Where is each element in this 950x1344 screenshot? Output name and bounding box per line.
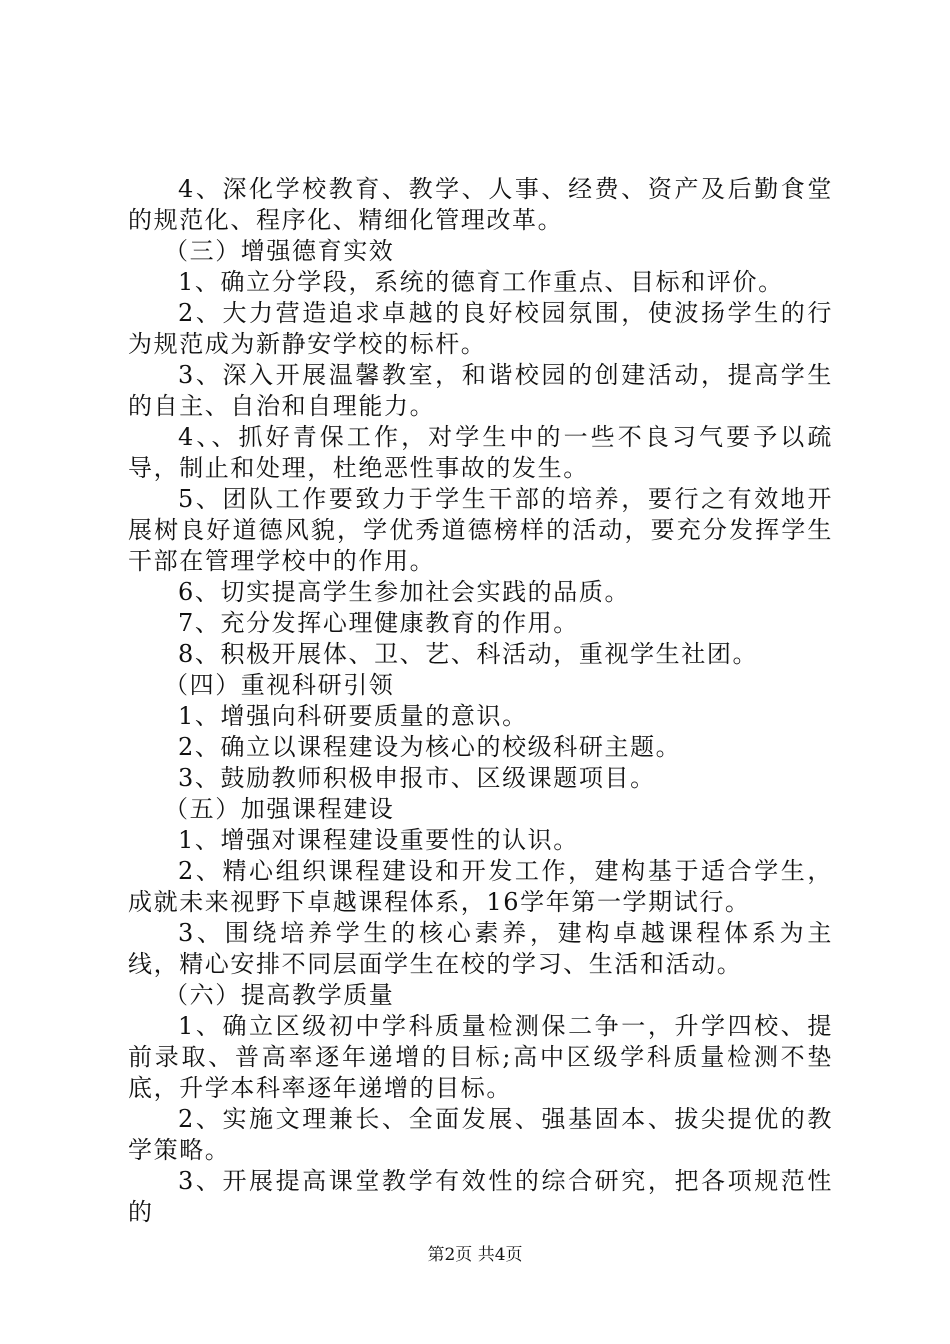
section-heading: （三）增强德育实效	[164, 237, 395, 265]
paragraph: 6、切实提高学生参加社会实践的品质。	[178, 578, 631, 606]
paragraph: 3、围绕培养学生的核心素养，建构卓越课程体系为主线，精心安排不同层面学生在校的学习、生活和活动。	[128, 919, 833, 978]
paragraph: 5、团队工作要致力于学生干部的培养，要行之有效地开展树良好道德风貌，学优秀道德榜样的活动，要充分发挥学生干部在管理学校中的作用。	[128, 485, 833, 575]
paragraph: 3、深入开展温馨教室，和谐校园的创建活动，提高学生的自主、自治和自理能力。	[128, 361, 833, 420]
paragraph: 2、大力营造追求卓越的良好校园氛围，使波扬学生的行为规范成为新静安学校的标杆。	[128, 299, 833, 358]
section-heading: （四）重视科研引领	[164, 671, 395, 699]
paragraph: 2、精心组织课程建设和开发工作，建构基于适合学生，成就未来视野下卓越课程体系，16学年第一学期试行。	[128, 857, 833, 916]
paragraph: 4、深化学校教育、教学、人事、经费、资产及后勤食堂的规范化、程序化、精细化管理改革。	[128, 175, 833, 234]
section-heading: （六）提高教学质量	[164, 981, 395, 1009]
paragraph: 3、鼓励教师积极申报市、区级课题项目。	[178, 764, 656, 792]
paragraph: 1、增强对课程建设重要性的认识。	[178, 826, 579, 854]
page-number-footer: 第2页 共4页	[427, 1245, 523, 1265]
paragraph: 2、实施文理兼长、全面发展、强基固本、拔尖提优的教学策略。	[128, 1105, 833, 1164]
paragraph: 7、充分发挥心理健康教育的作用。	[178, 609, 579, 637]
section-heading: （五）加强课程建设	[164, 795, 395, 823]
paragraph: 8、积极开展体、卫、艺、科活动，重视学生社团。	[178, 640, 759, 668]
paragraph: 1、确立分学段，系统的德育工作重点、目标和评价。	[178, 268, 784, 296]
paragraph: 1、确立区级初中学科质量检测保二争一，升学四校、提前录取、普高率逐年递增的目标;高中区级学科质量检测不垫底，升学本科率逐年递增的目标。	[128, 1012, 833, 1102]
document-body	[128, 174, 833, 1228]
paragraph: 1、增强向科研要质量的意识。	[178, 702, 528, 730]
paragraph: 2、确立以课程建设为核心的校级科研主题。	[178, 733, 682, 761]
paragraph: 3、开展提高课堂教学有效性的综合研究，把各项规范性的	[128, 1167, 833, 1226]
paragraph: 4、、抓好青保工作，对学生中的一些不良习气要予以疏导，制止和处理，杜绝恶性事故的发生。	[128, 423, 833, 482]
